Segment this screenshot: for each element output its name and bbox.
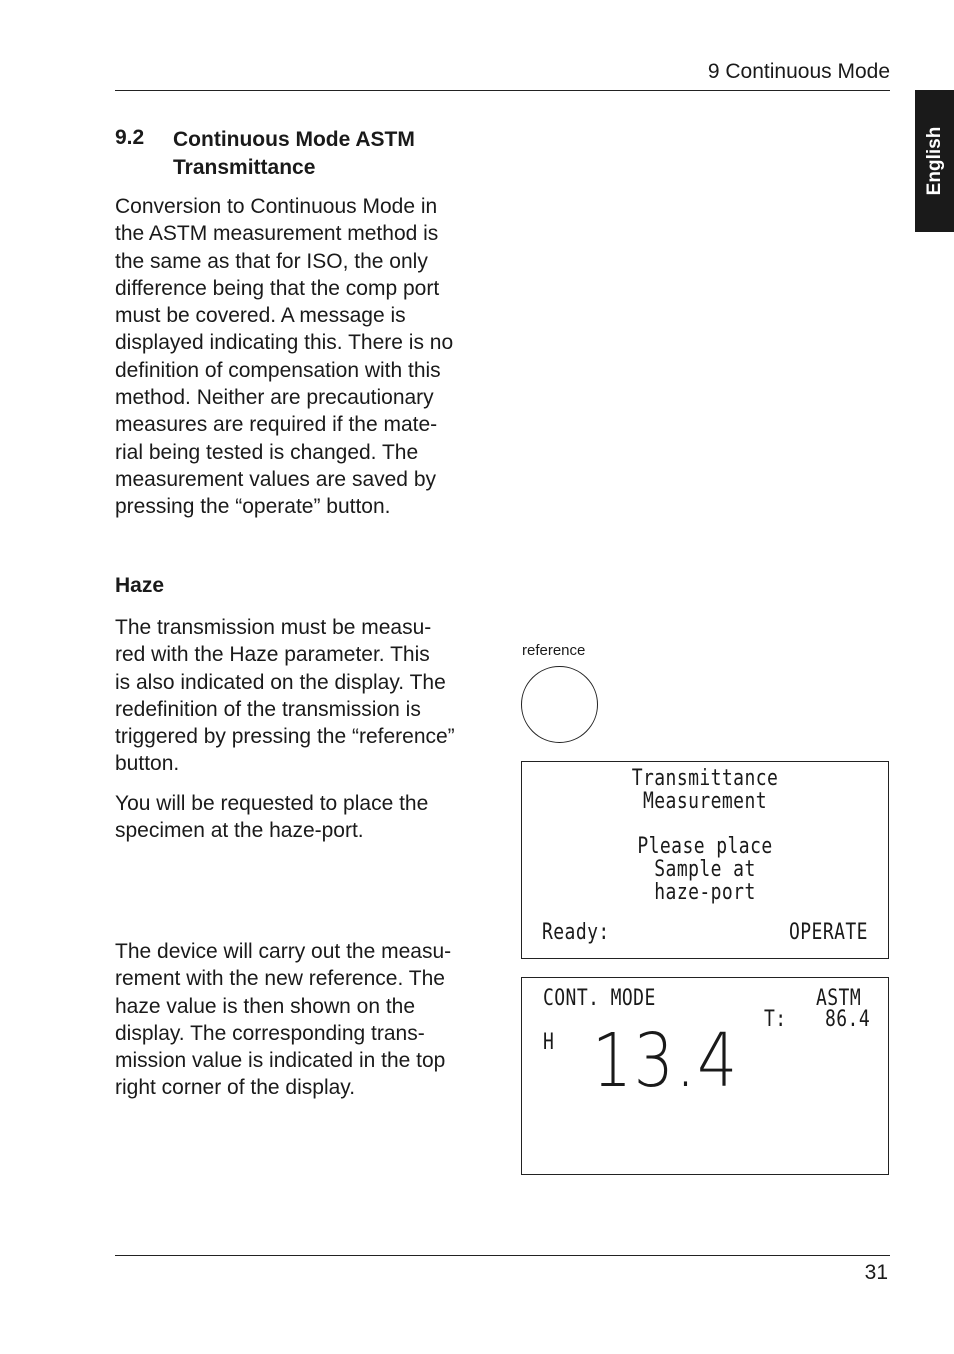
section-number: 9.2 [115, 126, 145, 149]
text-line: pressing the “operate” button. [115, 495, 391, 519]
text-line: difference being that the comp port [115, 276, 440, 300]
haze-heading: Haze [115, 574, 165, 597]
haze-paragraph-2 [115, 790, 428, 845]
transmission-value: 86.4 [825, 1007, 871, 1032]
display-line: Please place [637, 834, 773, 859]
display-line: Transmittance [631, 766, 779, 791]
text-line: specimen at the haze-port. [115, 819, 364, 843]
page-number: 31 [864, 1261, 888, 1284]
reference-button[interactable] [521, 666, 598, 743]
text-line: The transmission must be measu- [115, 616, 432, 639]
language-tab-label: English [923, 126, 945, 196]
display-mode: CONT. MODE [543, 986, 656, 1011]
text-line: measurement values are saved by [115, 467, 436, 491]
text-line: redefinition of the transmission is [115, 697, 421, 721]
text-line: displayed indicating this. There is no [115, 331, 454, 355]
header-rule [115, 90, 890, 91]
text-line: The device will carry out the measu- [115, 940, 452, 963]
display-line: Measurement [643, 789, 767, 814]
display-line: Sample at [654, 857, 756, 882]
text-line: the ASTM measurement method is [115, 222, 439, 246]
footer-rule [115, 1255, 890, 1256]
display-status: Ready: [542, 920, 610, 945]
text-line: right corner of the display. [115, 1076, 356, 1100]
haze-paragraph-1 [115, 614, 455, 778]
text-line: method. Neither are precautionary [115, 386, 434, 410]
language-tab [915, 90, 954, 232]
text-line: is also indicated on the display. The [115, 670, 446, 694]
text-line: red with the Haze parameter. This [115, 643, 430, 667]
intro-paragraph [115, 193, 453, 521]
haze-value: 13.4 [592, 1018, 739, 1104]
text-line: must be covered. A message is [115, 304, 406, 328]
text-line: measures are required if the mate- [115, 413, 438, 437]
text-line: display. The corresponding trans- [115, 1021, 425, 1045]
haze-paragraph-3 [115, 938, 451, 1102]
text-line: triggered by pressing the “reference” [115, 725, 455, 749]
text-line: rial being tested is changed. The [115, 440, 419, 464]
text-line: haze value is then shown on the [115, 994, 416, 1018]
display-action: OPERATE [789, 920, 868, 945]
text-line: You will be requested to place the [115, 792, 429, 815]
text-line: mission value is indicated in the top [115, 1049, 446, 1073]
display-haze-result [521, 977, 889, 1175]
display-method: ASTM [816, 986, 862, 1011]
haze-label: H [543, 1030, 555, 1055]
display-transmittance-prompt [521, 761, 889, 959]
transmission-label: T: [764, 1007, 787, 1032]
text-line: definition of compensation with this [115, 358, 441, 382]
display-line: haze-port [654, 880, 756, 905]
text-line: button. [115, 752, 180, 776]
text-line: the same as that for ISO, the only [115, 249, 428, 273]
text-line: Conversion to Continuous Mode in [115, 195, 438, 218]
reference-label: reference [522, 642, 586, 659]
text-line: rement with the new reference. The [115, 967, 445, 991]
section-title: Continuous Mode ASTM Transmittance [173, 128, 415, 179]
chapter-header: 9 Continuous Mode [707, 60, 890, 83]
